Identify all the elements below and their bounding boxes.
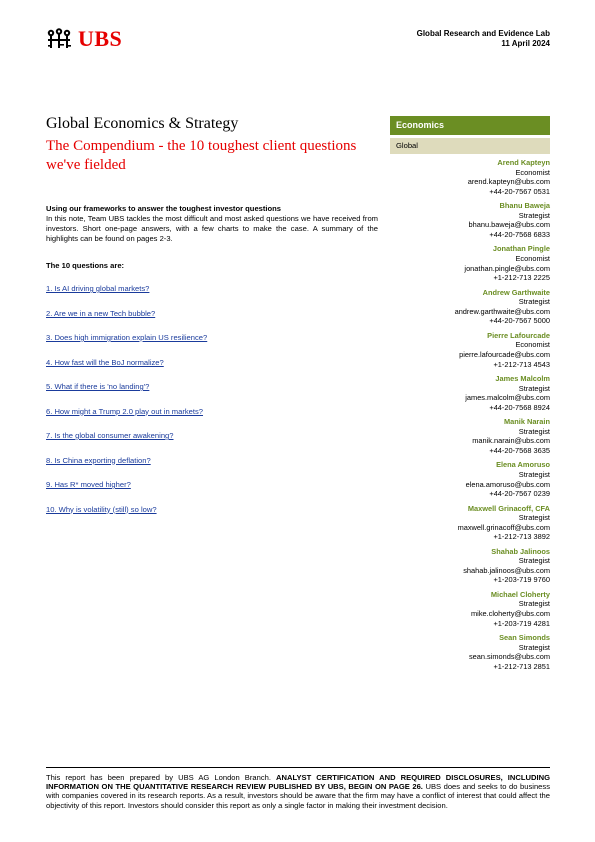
region-bar: Global (390, 138, 550, 154)
analyst-email[interactable]: maxwell.grinacoff@ubs.com (457, 522, 550, 532)
disclaimer-intro: This report has been prepared by UBS AG London Branch. (46, 773, 277, 782)
questions-heading: The 10 questions are: (46, 261, 125, 270)
analyst-list (370, 158, 550, 676)
research-unit: Global Research and Evidence Lab (416, 29, 550, 38)
report-date: 11 April 2024 (501, 39, 550, 48)
question-link[interactable]: 10. Why is volatility (still) so low? (46, 504, 157, 514)
question-link[interactable]: 1. Is AI driving global markets? (46, 284, 150, 293)
analyst-email[interactable]: james.malcolm@ubs.com (465, 393, 550, 403)
analyst-role: Strategist (518, 469, 550, 479)
analyst-role: Strategist (518, 297, 550, 307)
analyst-card (370, 244, 550, 287)
analyst-card (370, 504, 550, 547)
question-link[interactable]: 5. What if there is 'no landing'? (46, 382, 150, 391)
analyst-role: Strategist (518, 383, 550, 393)
analyst-phone: +1-212-713 2225 (493, 273, 550, 283)
analyst-phone: +44-20-7567 5000 (489, 316, 550, 326)
analyst-role: Strategist (518, 599, 550, 609)
questions-list (46, 284, 207, 529)
question-link[interactable]: 8. Is China exporting deflation? (46, 455, 151, 465)
analyst-card (370, 633, 550, 676)
analyst-email[interactable]: sean.simonds@ubs.com (468, 652, 550, 662)
report-header (417, 29, 550, 49)
brand-name: UBS (78, 26, 123, 51)
ubs-logo (46, 26, 122, 52)
disclaimer-bold: ANALYST CERTIFICATION AND REQUIRED DISCLOSURES, INCLUDING INFORMATION ON THE QUANTITATIVE RESEARCH REVIEW PUBLISHED BY UBS, BEGIN ON PAGE 26. (46, 773, 550, 792)
analyst-card (370, 590, 550, 633)
analyst-card (370, 288, 550, 331)
intro-heading: Using our frameworks to answer the toughest investor questions (46, 204, 282, 213)
analyst-phone: +44-20-7567 0239 (489, 489, 550, 499)
analyst-role: Economist (515, 253, 550, 263)
analyst-email[interactable]: mike.cloherty@ubs.com (471, 609, 550, 619)
analyst-phone: +1-203-719 9760 (493, 575, 550, 585)
analyst-role: Strategist (518, 642, 550, 652)
analyst-name: Bhanu Baweja (499, 201, 550, 211)
analyst-email[interactable]: bhanu.baweja@ubs.com (468, 220, 550, 230)
analyst-card (370, 547, 550, 590)
analyst-phone: +1-203-719 4281 (493, 618, 550, 628)
question-link[interactable]: 6. How might a Trump 2.0 play out in markets? (46, 406, 204, 416)
analyst-phone: +1-212-713 4543 (493, 359, 550, 369)
question-link[interactable]: 2. Are we in a new Tech bubble? (46, 308, 156, 318)
category-bar: Economics (390, 116, 550, 135)
intro-body: In this note, Team UBS tackles the most difficult and most asked questions we have received from investors. Short one-page answers, with a few charts to make the case. A summary of the highlights can be found on pages 2-3. (46, 214, 378, 243)
report-title: The Compendium - the 10 toughest client questions we've fielded (46, 138, 357, 173)
report-series-title: Global Economics & Strategy (46, 115, 239, 132)
analyst-name: Maxwell Grinacoff, CFA (467, 503, 550, 513)
analyst-name: Sean Simonds (499, 633, 550, 643)
analyst-card (370, 417, 550, 460)
analyst-card (370, 331, 550, 374)
analyst-email[interactable]: arend.kapteyn@ubs.com (467, 177, 550, 187)
analyst-card (370, 158, 550, 201)
question-link[interactable]: 7. Is the global consumer awakening? (46, 431, 174, 440)
analyst-phone: +44-20-7568 3635 (489, 445, 550, 455)
analyst-phone: +44-20-7568 8924 (489, 402, 550, 412)
analyst-name: Andrew Garthwaite (482, 287, 550, 297)
analyst-role: Strategist (518, 513, 550, 523)
analyst-phone: +44-20-7568 6833 (489, 229, 550, 239)
question-link[interactable]: 4. How fast will the BoJ normalize? (46, 357, 164, 367)
three-keys-logo-icon (46, 28, 72, 50)
disclaimer-rest: UBS does and seeks to do business with companies covered in its research reports. As a result, investors should be aware that the firm may have a conflict of interest that could affect the objectivity of this report. Investors should consider this report as only a single factor in making their investment decision. (46, 782, 550, 810)
analyst-role: Strategist (518, 210, 550, 220)
analyst-email[interactable]: manik.narain@ubs.com (472, 436, 550, 446)
analyst-phone: +1-212-713 2851 (493, 661, 550, 671)
analyst-role: Strategist (518, 426, 550, 436)
analyst-name: Pierre Lafourcade (487, 330, 550, 340)
analyst-name: James Malcolm (495, 373, 550, 383)
analyst-email[interactable]: jonathan.pingle@ubs.com (464, 263, 550, 273)
analyst-name: Elena Amoruso (496, 460, 550, 470)
analyst-name: Jonathan Pingle (492, 244, 550, 254)
analyst-email[interactable]: andrew.garthwaite@ubs.com (454, 306, 550, 316)
analyst-email[interactable]: pierre.lafourcade@ubs.com (459, 349, 550, 359)
analyst-name: Michael Cloherty (490, 589, 550, 599)
analyst-role: Economist (515, 167, 550, 177)
analyst-name: Shahab Jalinoos (491, 546, 550, 556)
analyst-card (370, 374, 550, 417)
question-link[interactable]: 3. Does high immigration explain US resilience? (46, 333, 208, 342)
analyst-role: Strategist (518, 556, 550, 566)
analyst-name: Arend Kapteyn (497, 158, 550, 167)
question-link[interactable]: 9. Has R* moved higher? (46, 480, 131, 489)
analyst-phone: +44-20-7567 0531 (489, 186, 550, 196)
analyst-name: Manik Narain (503, 417, 550, 427)
analyst-card (370, 201, 550, 244)
footer-divider (46, 767, 550, 768)
analyst-email[interactable]: shahab.jalinoos@ubs.com (463, 565, 550, 575)
analyst-email[interactable]: elena.amoruso@ubs.com (465, 479, 550, 489)
disclaimer-text (46, 773, 550, 810)
analyst-phone: +1-212-713 3892 (493, 532, 550, 542)
analyst-card (370, 460, 550, 503)
analyst-role: Economist (515, 340, 550, 350)
